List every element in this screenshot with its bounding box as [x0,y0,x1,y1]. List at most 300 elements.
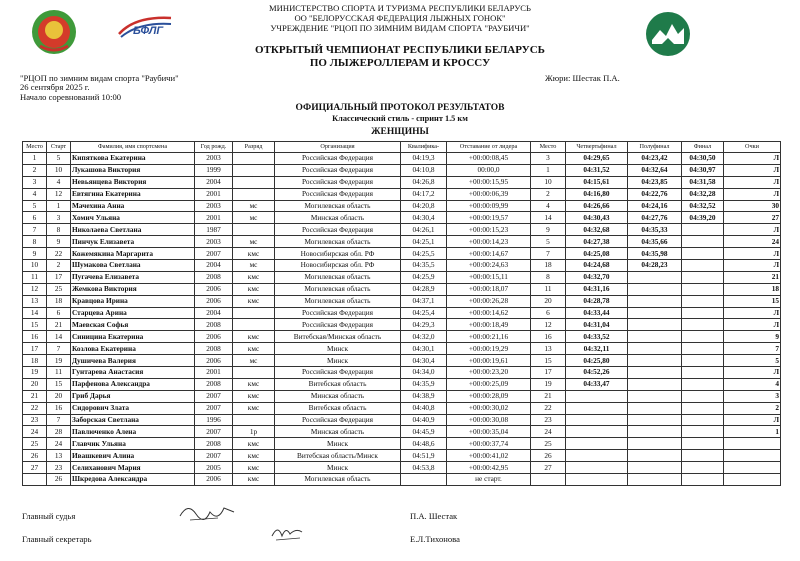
table-cell [401,474,447,486]
table-cell: +00:00:09,99 [447,200,531,212]
table-cell: 2007 [195,248,233,260]
table-row [23,295,781,307]
results-table [22,141,781,486]
table-cell: кмс [233,390,275,402]
table-cell: Козлова Екатерина [71,343,195,355]
table-cell: +00:00:08,45 [447,153,531,165]
table-cell: +00:00:24,63 [447,260,531,272]
table-cell: Пинчук Елизавета [71,236,195,248]
table-cell: Витебская область/Минск [275,450,401,462]
table-cell: 04:26,66 [566,200,628,212]
table-cell: 04:48,6 [401,438,447,450]
table-cell: 27 [531,462,566,474]
table-cell: 04:38,9 [401,390,447,402]
table-cell: 14 [47,331,71,343]
table-cell: 23 [47,462,71,474]
institution-name: УЧРЕЖДЕНИЕ "РЦОП ПО ЗИМНИМ ВИДАМ СПОРТА "РАУБИЧИ" [270,23,530,33]
table-cell: Евтягина Екатерина [71,188,195,200]
table-cell: 20 [531,295,566,307]
table-cell [682,248,724,260]
table-cell: 3 [724,390,781,402]
table-cell: Витебская/Минская область [275,331,401,343]
table-cell: +00:00:19,61 [447,355,531,367]
table-cell: Л [724,260,781,272]
table-cell: 2001 [195,188,233,200]
protocol-style: Классический стиль - спринт 1.5 км [332,114,468,123]
table-cell: 18 [47,295,71,307]
column-header: Квалифика- [401,142,447,153]
table-cell: Л [724,164,781,176]
table-cell: Л [724,414,781,426]
table-cell: 21 [531,390,566,402]
table-row [23,319,781,331]
table-cell: 04:30,4 [401,212,447,224]
table-cell [724,450,781,462]
table-cell: 7 [47,343,71,355]
column-header: Год рожд. [195,142,233,153]
table-cell: 04:25,80 [566,355,628,367]
table-cell: 04:37,1 [401,295,447,307]
table-cell: 04:32,52 [682,200,724,212]
table-cell: кмс [233,343,275,355]
table-cell: кмс [233,271,275,283]
table-cell: кмс [233,283,275,295]
table-cell: 26 [23,450,47,462]
table-cell: 2003 [195,236,233,248]
table-cell: 04:45,9 [401,426,447,438]
table-cell: 2006 [195,474,233,486]
table-cell: 11 [47,367,71,379]
table-cell: 04:28,9 [401,283,447,295]
table-cell [682,355,724,367]
table-cell: 19 [23,367,47,379]
table-row [23,307,781,319]
table-cell: 16 [47,402,71,414]
table-cell: Российская Федерация [275,367,401,379]
table-cell: кмс [233,295,275,307]
table-cell [628,450,682,462]
table-cell: Л [724,176,781,188]
table-cell: 04:30,50 [682,153,724,165]
table-cell [682,295,724,307]
table-cell [682,260,724,272]
table-cell: 8 [23,236,47,248]
table-cell: 04:31,04 [566,319,628,331]
table-cell [233,188,275,200]
table-cell [233,224,275,236]
svg-text:БФЛГ: БФЛГ [133,25,164,37]
table-cell: +00:00:25,09 [447,378,531,390]
table-cell: 04:35,9 [401,378,447,390]
table-cell [724,462,781,474]
column-header: Полуфинал [628,142,682,153]
table-cell: 2004 [195,260,233,272]
table-cell: 2006 [195,355,233,367]
federation-name: ОО "БЕЛОРУССКАЯ ФЕДЕРАЦИЯ ЛЫЖНЫХ ГОНОК" [294,13,506,23]
start-time-text: Начало соревнований 10:00 [20,92,122,102]
table-cell: Заборская Светлана [71,414,195,426]
table-cell [682,271,724,283]
table-cell [566,462,628,474]
table-cell: Павлюченко Алена [71,426,195,438]
table-cell: 04:20,8 [401,200,447,212]
table-cell: Могилевская область [275,283,401,295]
table-cell: 2008 [195,438,233,450]
table-cell: 5 [724,355,781,367]
table-cell: 04:25,5 [401,248,447,260]
table-cell: Николаева Светлана [71,224,195,236]
table-cell: 21 [47,319,71,331]
table-row [23,236,781,248]
table-cell: 7 [23,224,47,236]
table-cell: Л [724,367,781,379]
table-row [23,153,781,165]
table-row [23,212,781,224]
table-row [23,390,781,402]
chief-judge-name: П.А. Шестак [410,511,458,521]
table-cell [628,438,682,450]
table-cell: 10 [23,260,47,272]
table-cell: 04:27,76 [628,212,682,224]
table-cell: 04:33,44 [566,307,628,319]
table-cell: 2 [531,188,566,200]
table-cell: кмс [233,438,275,450]
table-cell: 04:39,20 [682,212,724,224]
table-cell: 04:31,52 [566,164,628,176]
table-cell: 28 [47,426,71,438]
table-cell: 04:53,8 [401,462,447,474]
column-header: Четвертьфинал [566,142,628,153]
table-cell: Минская область [275,426,401,438]
table-cell: 27 [23,462,47,474]
table-cell: 17 [23,343,47,355]
table-cell [628,319,682,331]
table-cell: 21 [23,390,47,402]
table-cell: Сидорович Злата [71,402,195,414]
table-cell [724,474,781,486]
table-row [23,450,781,462]
table-cell: +00:00:15,11 [447,271,531,283]
table-cell: кмс [233,462,275,474]
table-cell [628,307,682,319]
table-cell: Старцева Арина [71,307,195,319]
table-cell: +00:00:28,09 [447,390,531,402]
table-cell: 04:26,1 [401,224,447,236]
table-cell [628,414,682,426]
table-cell [628,426,682,438]
table-cell: 17 [531,367,566,379]
table-cell: 25 [47,283,71,295]
table-cell: Могилевская область [275,236,401,248]
table-cell: 8 [47,224,71,236]
table-cell: 10 [47,164,71,176]
table-cell: Минск [275,343,401,355]
table-cell: 04:29,3 [401,319,447,331]
table-cell: 04:32,11 [566,343,628,355]
table-cell: 30 [724,200,781,212]
table-row [23,176,781,188]
table-cell: 6 [531,307,566,319]
table-cell: 04:51,9 [401,450,447,462]
table-cell: 04:40,8 [401,402,447,414]
table-cell: +00:00:41,02 [447,450,531,462]
table-cell [531,474,566,486]
table-cell: мс [233,236,275,248]
table-cell: 15 [47,378,71,390]
table-cell: 2004 [195,307,233,319]
table-cell: 04:30,4 [401,355,447,367]
table-cell: 04:40,9 [401,414,447,426]
table-cell: 04:27,38 [566,236,628,248]
table-cell: Минск [275,462,401,474]
table-cell [628,474,682,486]
table-cell: 14 [23,307,47,319]
table-cell: 04:35,5 [401,260,447,272]
table-cell [628,462,682,474]
table-cell: 18 [23,355,47,367]
table-cell: 04:25,9 [401,271,447,283]
table-cell: 2007 [195,450,233,462]
table-cell: 04:34,0 [401,367,447,379]
table-cell: +00:00:14,62 [447,307,531,319]
table-cell: 2 [724,402,781,414]
table-cell: 11 [531,283,566,295]
jury-text: Жюри: Шестак П.А. [545,73,620,83]
table-cell: 2004 [195,176,233,188]
table-row [23,414,781,426]
table-cell: +00:00:14,23 [447,236,531,248]
table-cell [628,295,682,307]
secretary-signature [270,522,304,544]
table-cell: 1 [23,153,47,165]
table-cell: 19 [47,355,71,367]
table-cell: 27 [724,212,781,224]
table-cell: кмс [233,474,275,486]
table-cell: Витебская область [275,402,401,414]
table-cell [682,224,724,236]
table-cell: 11 [23,271,47,283]
table-cell: 1 [47,200,71,212]
table-cell: Невьянцева Виктория [71,176,195,188]
table-cell: Лукашова Виктория [71,164,195,176]
table-cell [628,390,682,402]
ministry-name: МИНИСТЕРСТВО СПОРТА И ТУРИЗМА РЕСПУБЛИКИ БЕЛАРУСЬ [269,3,531,13]
table-cell: 4 [531,200,566,212]
table-cell [682,390,724,402]
date-text: 26 сентября 2025 г. [20,82,90,92]
table-cell [628,367,682,379]
table-cell: 6 [47,307,71,319]
table-cell: 5 [531,236,566,248]
table-cell: +00:00:35,04 [447,426,531,438]
table-cell: 2 [47,260,71,272]
table-cell: Гриб Дарья [71,390,195,402]
table-cell: 2007 [195,402,233,414]
table-cell: 13 [23,295,47,307]
table-cell [628,331,682,343]
table-cell: 1р [233,426,275,438]
secretary-name: Е.Л.Тихонова [410,534,460,544]
table-cell: 17 [47,271,71,283]
table-cell: Могилевская область [275,474,401,486]
table-cell: 2007 [195,426,233,438]
table-body [23,153,781,486]
table-cell: Российская Федерация [275,164,401,176]
table-cell: 23 [23,414,47,426]
group-title: ЖЕНЩИНЫ [371,127,429,137]
table-cell: +00:00:14,67 [447,248,531,260]
table-cell [628,271,682,283]
table-cell [628,402,682,414]
table-cell: 24 [47,438,71,450]
table-cell: Пугачева Елизавета [71,271,195,283]
table-cell [682,438,724,450]
table-cell [566,414,628,426]
table-cell: Душичева Валерия [71,355,195,367]
table-cell: Шумакова Светлана [71,260,195,272]
table-cell: 19 [531,378,566,390]
table-cell: 7 [724,343,781,355]
table-cell: 04:33,52 [566,331,628,343]
table-cell: Витебская область [275,378,401,390]
table-cell: 04:10,8 [401,164,447,176]
table-cell: 2006 [195,295,233,307]
table-cell [566,438,628,450]
table-cell: 9 [23,248,47,260]
table-cell: +00:00:23,20 [447,367,531,379]
table-cell [233,153,275,165]
table-cell: 12 [23,283,47,295]
table-cell: +00:00:15,95 [447,176,531,188]
table-cell: +00:00:37,74 [447,438,531,450]
table-cell: Л [724,307,781,319]
table-cell: кмс [233,402,275,414]
table-cell [628,378,682,390]
table-cell: 14 [531,212,566,224]
table-cell: Российская Федерация [275,319,401,331]
table-cell: +00:00:15,23 [447,224,531,236]
table-cell: +00:00:18,07 [447,283,531,295]
table-cell [682,462,724,474]
table-cell [566,474,628,486]
column-header: Старт [47,142,71,153]
table-cell: Мачехина Анна [71,200,195,212]
table-cell: 7 [531,248,566,260]
table-cell: Российская Федерация [275,414,401,426]
table-cell: 2001 [195,212,233,224]
table-row [23,200,781,212]
table-cell [23,474,47,486]
table-cell: 7 [47,414,71,426]
table-cell: Л [724,224,781,236]
table-cell: +00:00:26,28 [447,295,531,307]
table-cell: 22 [47,248,71,260]
table-cell: мс [233,200,275,212]
table-cell: 1996 [195,414,233,426]
table-cell: 2006 [195,331,233,343]
table-cell: 15 [531,355,566,367]
table-cell: 9 [531,224,566,236]
table-cell: Селиханович Мария [71,462,195,474]
table-cell: 2007 [195,390,233,402]
table-cell: 2005 [195,462,233,474]
table-cell: 26 [531,450,566,462]
column-header: Организация [275,142,401,153]
table-cell: 2003 [195,200,233,212]
table-cell: Новосибирская обл. РФ [275,248,401,260]
table-cell [682,367,724,379]
table-cell: 3 [23,176,47,188]
table-cell: 04:24,68 [566,260,628,272]
protocol-title: ОФИЦИАЛЬНЫЙ ПРОТОКОЛ РЕЗУЛЬТАТОВ [295,103,505,113]
chief-judge-label: Главный судья [22,511,76,521]
table-cell [682,343,724,355]
table-cell: 00:00,0 [447,164,531,176]
table-cell: 13 [531,343,566,355]
table-cell: 04:35,33 [628,224,682,236]
table-cell: 9 [47,236,71,248]
table-cell: Главчик Ульяна [71,438,195,450]
championship-subtitle: ПО ЛЫЖЕРОЛЛЕРАМ И КРОССУ [309,57,491,69]
table-cell: 18 [531,260,566,272]
table-cell: 4 [47,176,71,188]
table-cell: 1 [724,426,781,438]
table-row [23,260,781,272]
table-cell: 2006 [195,283,233,295]
table-cell [682,307,724,319]
table-cell: 04:31,16 [566,283,628,295]
table-cell: 04:32,28 [682,188,724,200]
table-cell [682,474,724,486]
table-row [23,438,781,450]
column-header: Место [531,142,566,153]
table-cell: мс [233,212,275,224]
table-row [23,426,781,438]
table-cell: 6 [23,212,47,224]
table-cell: 04:32,70 [566,271,628,283]
table-cell: Кипяткова Екатерина [71,153,195,165]
table-cell: 04:31,58 [682,176,724,188]
table-cell: 25 [23,438,47,450]
table-cell: 04:28,23 [628,260,682,272]
table-cell: 04:16,80 [566,188,628,200]
table-cell: 20 [23,378,47,390]
table-row [23,355,781,367]
table-row [23,367,781,379]
table-cell: +00:00:19,57 [447,212,531,224]
table-cell: Российская Федерация [275,176,401,188]
table-cell [628,355,682,367]
table-cell [682,426,724,438]
table-cell: 2008 [195,343,233,355]
table-cell: +00:00:30,08 [447,414,531,426]
table-cell: 3 [47,212,71,224]
table-cell: 04:17,2 [401,188,447,200]
table-cell: 04:30,97 [682,164,724,176]
table-cell: 5 [47,153,71,165]
table-cell: 3 [531,153,566,165]
table-cell: 22 [531,402,566,414]
table-row [23,343,781,355]
table-cell: Маевская Софья [71,319,195,331]
table-cell: +00:00:19,29 [447,343,531,355]
table-cell: не старт. [447,474,531,486]
table-cell [233,164,275,176]
table-cell: Жемкова Виктория [71,283,195,295]
table-cell: 15 [724,295,781,307]
chief-judge-signature [178,500,238,528]
table-cell: Минск [275,438,401,450]
